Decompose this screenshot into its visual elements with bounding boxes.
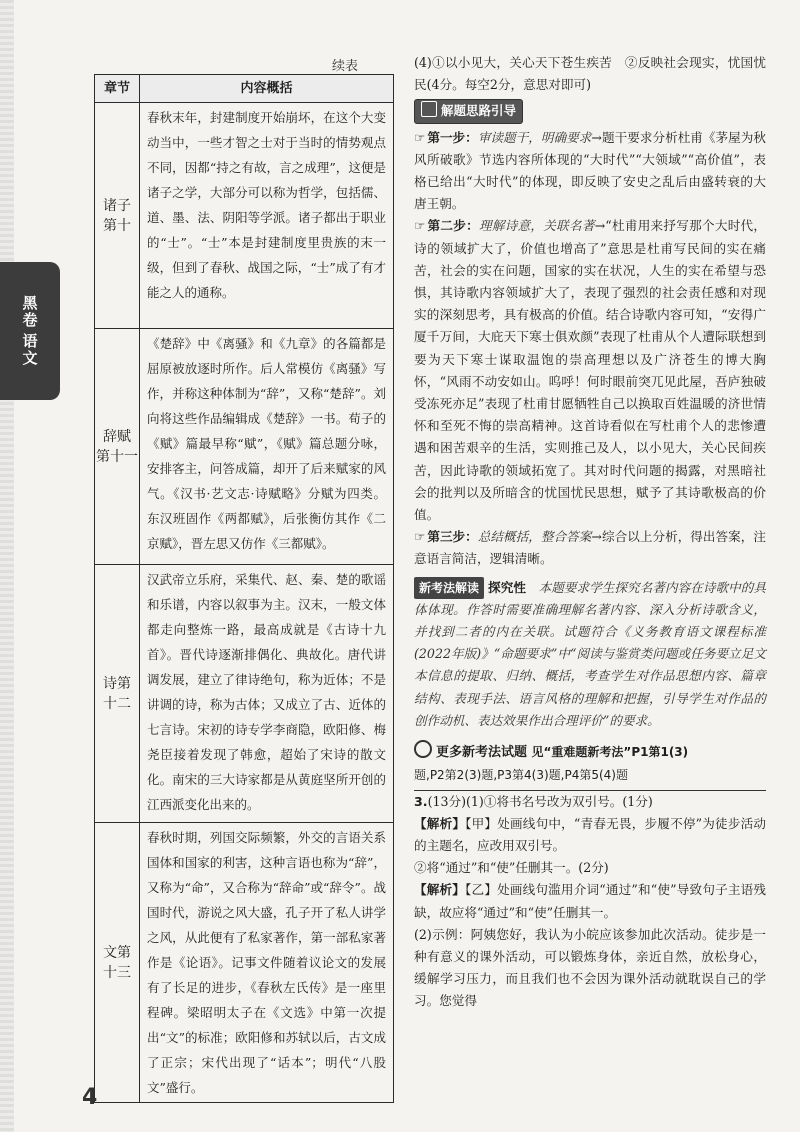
content-cell: 《楚辞》中《离骚》和《九章》的各篇都是屈原被放逐时所作。后人常模仿《离骚》写作，并称这种体制为“辞”，又称“楚辞”。刘向将这些作品编辑成《楚辞》一书。荀子的《赋》篇最早称“赋”，《赋》篇总题分咏，安排客主，问答成篇，却开了后来赋家的风气。《汉书·艺文志·诗赋略》分赋为四类。东汉班固作《两都赋》，后张衡仿其作《二京赋》，晋左思又仿作《三都赋》。 — [140, 329, 394, 565]
link-icon — [414, 740, 432, 758]
analysis-text: 【乙】处画线句滥用介词“通过”和“使”导致句子主语残缺，故应将“通过”和“使”任删其一。 — [414, 882, 766, 920]
xinkao-label: 探究性 — [488, 579, 526, 595]
more-see: 见“重难题新考法”P1第1(3) — [531, 745, 689, 760]
question-3-number: 3. — [414, 793, 428, 809]
xinkao-text: 本题要求学生探究名著内容在诗歌中的具体体现。作答时需要准确理解名著内容、深入分析诗歌含义，并找到二者的内在关联。试题符合《义务教育语文课程标准(2022年版)》“命题要求”中“阅读与鉴赏类问题或任务要立足文本信息的提取、归纳、概括，考查学生对作品思想内容、篇章结构、表现手法、语言风格的理解和把握，引导学生对作品的创作动机、表达效果作出合理评价”的要求。 — [414, 579, 767, 728]
step-2-text: →“杜甫用来抒写那个大时代，诗的领域扩大了，价值也增高了”意思是杜甫写民间的实在痛苦，社会的实在问题，国家的实在状况，人生的实在希望与恐惧，其诗歌内容领域扩大了，表现了强烈的社会责任感和对现实的深刻思考，具有极高的价值。结合诗歌内容可知，“安得广厦千万间，大庇天下寒士俱欢颜”表现了杜甫从个人遭际联想到要为天下寒士谋取温饱的崇高理想以及广济苍生的博大胸怀，“风雨不动安如山。呜呼！何时眼前突兀见此屋，吾庐独破受冻死亦足”表现了杜甫甘愿牺牲自己以换取百姓温暖的济世情怀和至死不悔的崇高精神。这首诗看似在写杜甫个人的悲惨遭遇和困苦艰辛的生活，实则推己及人，以小见大，关心民间疾苦，因此诗歌的领域拓宽了。其对时代问题的揭露，对黑暗社会的批判以及所暗含的忧国忧民思想，赋予了其诗歌极高的价值。 — [414, 218, 767, 523]
q3-analysis-2 — [414, 879, 766, 923]
solution-guide-header — [414, 99, 523, 123]
table-row — [95, 823, 394, 1103]
step-3-hand: 总结概括，整合答案 — [477, 529, 592, 545]
table-header-row — [95, 75, 394, 103]
pointer-icon: ☞ — [414, 218, 426, 234]
step-2-label: 第二步： — [427, 218, 479, 234]
step-2 — [414, 215, 766, 526]
table-row — [95, 329, 394, 565]
side-tab-series: 黑卷 — [20, 295, 39, 329]
question-3-head — [414, 791, 766, 813]
table-row — [95, 103, 394, 329]
page-edge-texture — [0, 0, 14, 1132]
xinkao-tag: 新考法解读 — [414, 577, 484, 599]
subject-side-tab — [0, 262, 60, 400]
analysis-label: 【解析】 — [414, 882, 466, 898]
content-cell: 春秋时期，列国交际频繁，外交的言语关系国体和国家的利害，这种言语也称为“辞”，又称为“命”，又合称为“辞命”或“辞令”。战国时代，游说之风大盛，孔子开了私人讲学之风，从此便有了私家著作，第一部私家著作是《论语》。记事文件随着议论文的发展有了长足的进步，《春秋左氏传》是一座里程碑。梁昭明太子在《文选》中第一次提出“文”的标准；欧阳修和苏轼以后，古文成了正宗；宋代出现了“话本”；明代“八股文”盛行。 — [140, 823, 394, 1103]
more-questions — [414, 740, 766, 764]
analysis-label: 【解析】 — [414, 815, 466, 831]
content-cell: 春秋末年，封建制度开始崩坏，在这个大变动当中，一些才智之士对于当时的情势观点不同，因都“持之有故，言之成理”，这便是诸子之学，大部分可以称为哲学，包括儒、道、墨、法、阴阳等学派。诸子都出于职业的“士”。“士”本是封建制度里贵族的末一级，但到了春秋、战国之际，“士”成了有才能之人的通称。 — [140, 103, 394, 329]
xinkao-block — [414, 577, 766, 732]
step-3 — [414, 526, 766, 570]
step-3-text: →综合以上分析，得出答案，注意语言简洁，逻辑清晰。 — [414, 529, 767, 567]
table-row — [95, 565, 394, 823]
solution-guide-title: 解题思路引导 — [441, 103, 517, 119]
more-questions-line2: 题,P2第2(3)题,P3第4(3)题,P4第5(4)题 — [414, 764, 766, 790]
content-cell: 汉武帝立乐府，采集代、赵、秦、楚的歌谣和乐谱，内容以叙事为主。汉末，一般文体都走向整炼一路，最高成就是《古诗十九首》。晋代诗逐渐排偶化、典故化。唐代讲调发展，建立了律诗绝句，称为近体；不是讲调的诗，称为古体；又成立了古、近体的七言诗。宋初的诗专学李商隐，欧阳修、梅尧臣接着发现了韩愈，超始了宋诗的散文化。南宋的三大诗家都是从黄庭坚所开创的江西派变化出来的。 — [140, 565, 394, 823]
pointer-icon: ☞ — [414, 529, 426, 545]
more-title: 更多新考法试题 — [436, 745, 528, 761]
answer-column — [414, 52, 766, 1013]
step-1 — [414, 127, 766, 216]
chapter-cell: 诸子 第十 — [95, 103, 140, 329]
step-1-text: →题干要求分析杜甫《茅屋为秋风所破歌》节选内容所体现的“大时代”“大领域”“高价值”，表格已给出“大时代”的体现，即反映了安史之乱后由盛转衰的大唐王朝。 — [414, 129, 767, 212]
step-1-label: 第一步： — [427, 129, 478, 145]
q3-answer-3: (2)示例：阿姨您好，我认为小皖应该参加此次活动。徒步是一种有意义的课外活动，可以锻炼身体，亲近自然，放松身心，缓解学习压力，而且我们也不会因为课外活动就耽误自己的学习。您觉得 — [414, 926, 766, 1009]
chapter-cell: 诗第 十二 — [95, 565, 140, 823]
chapter-summary-table — [94, 74, 394, 1103]
step-3-label: 第三步： — [427, 529, 478, 545]
pointer-icon: ☞ — [414, 129, 426, 145]
header-content: 内容概括 — [140, 75, 394, 103]
analysis-text: 【甲】处画线句中，“青春无畏，步履不停”为徒步活动的主题名，应改用双引号。 — [414, 815, 767, 853]
continued-label: 续表 — [332, 59, 359, 74]
page-number: 4 — [82, 1085, 98, 1110]
edit-icon — [421, 101, 437, 117]
step-2-hand: 理解诗意，关联名著 — [479, 218, 595, 234]
side-tab-subject: 语文 — [20, 333, 39, 367]
q3-analysis-1 — [414, 813, 766, 857]
question-3-score: (13分)(1)①将书名号改为双引号。(1分) — [427, 793, 653, 809]
answer-4: (4)①以小见大，关心天下苍生疾苦 ②反映社会现实，忧国忧民(4分。每空2分，意思对即可) — [414, 55, 766, 93]
step-1-hand: 审读题干，明确要求 — [477, 129, 592, 145]
q3-answer-2: ②将“通过”和“使”任删其一。(2分) — [414, 860, 609, 876]
chapter-cell: 辞赋 第十一 — [95, 329, 140, 565]
chapter-cell: 文第 十三 — [95, 823, 140, 1103]
header-chapter: 章节 — [95, 75, 140, 103]
